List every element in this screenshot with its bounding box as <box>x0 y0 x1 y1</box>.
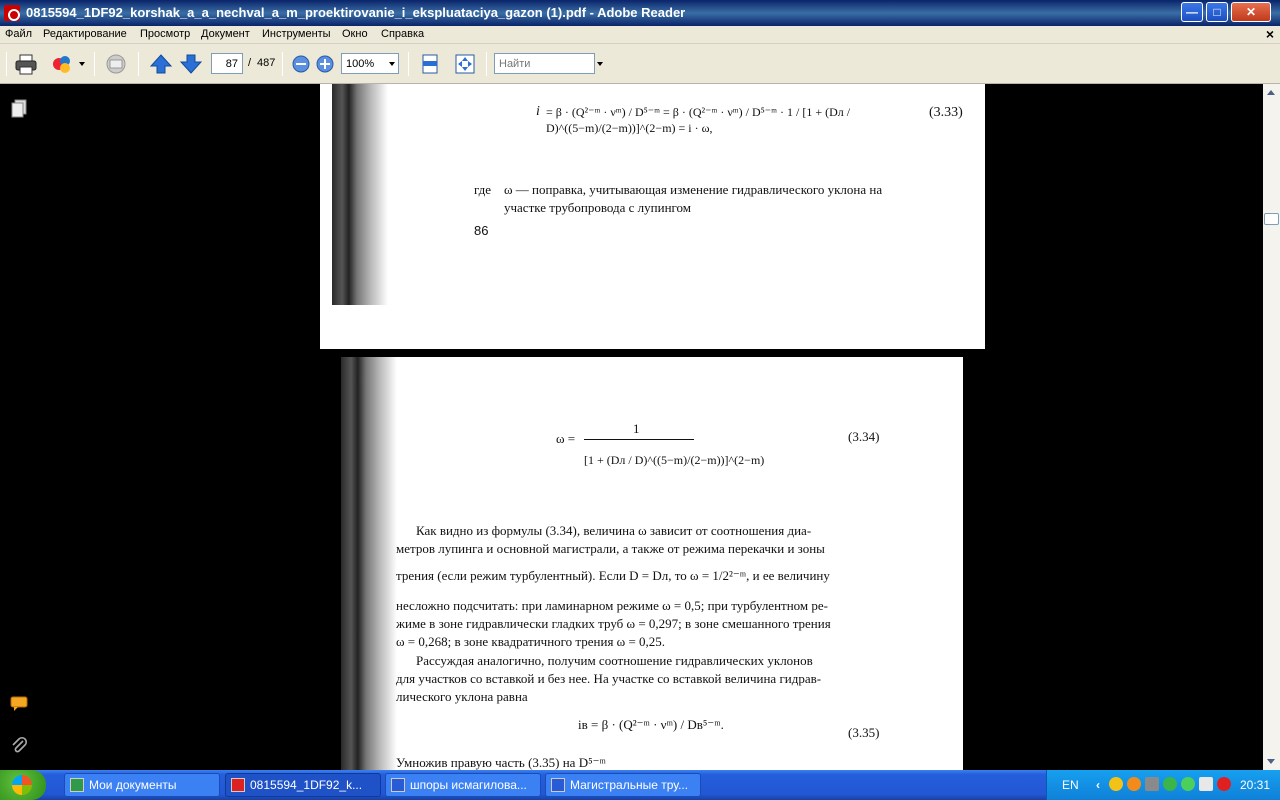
formula-3-34-denominator: [1 + (Dл / D)^((5−m)/(2−m))]^(2−m) <box>584 453 765 467</box>
menu-window[interactable]: Окно <box>342 28 368 40</box>
toolbar-separator <box>94 52 95 76</box>
menu-bar <box>0 26 1280 44</box>
arrow-up-icon[interactable] <box>149 53 173 75</box>
antivirus-icon[interactable] <box>1127 777 1141 791</box>
page-number: 86 <box>474 223 489 238</box>
scan-shadow <box>341 357 397 770</box>
zoom-out-icon[interactable] <box>289 53 313 75</box>
arrow-down-icon[interactable] <box>179 53 203 75</box>
attachments-icon[interactable] <box>9 736 29 756</box>
page-separator: / <box>248 57 252 69</box>
taskbar <box>0 770 1280 800</box>
fit-page-icon[interactable] <box>453 53 477 75</box>
comments-icon[interactable] <box>9 694 29 714</box>
formula-3-33: = β · (Q²⁻ᵐ · νᵐ) / D⁵⁻ᵐ = β · (Q²⁻ᵐ · νᵐ) / D⁵⁻ᵐ · 1 / [1 + (Dл / D)^((5−m)/(2−m))]^(2−m) = i · ω, <box>546 105 851 135</box>
menu-tools[interactable]: Инструменты <box>262 28 331 40</box>
print-icon[interactable] <box>14 53 38 75</box>
menu-file[interactable]: Файл <box>5 28 33 40</box>
toolbar <box>0 44 1280 84</box>
scan-shadow <box>332 84 388 305</box>
formula-lhs: i <box>536 104 540 119</box>
paragraph-line: лического уклона равна <box>396 689 528 704</box>
chevron-down-icon[interactable] <box>597 62 603 66</box>
task-word-doc-2[interactable] <box>545 773 701 797</box>
paragraph-line: для участков со вставкой и без нее. На участке со вставкой величина гидрав- <box>396 671 822 686</box>
clock: 20:31 <box>1240 778 1271 792</box>
scrollbar-thumb[interactable] <box>1264 213 1279 225</box>
shield-icon[interactable] <box>1109 777 1123 791</box>
toolbar-separator <box>486 52 487 76</box>
vertical-scrollbar[interactable] <box>1263 84 1280 770</box>
window-title: 0815594_1DF92_korshak_a_a_nechval_a_m_proektirovanie_i_ekspluataciya_gazon (1).pdf - Adobe Reader <box>26 5 686 20</box>
paragraph-line: Как видно из формулы (3.34), величина ω зависит от соотношения диа- <box>416 523 812 538</box>
tray-expand-icon[interactable]: ‹ <box>1096 778 1100 792</box>
start-button[interactable] <box>0 770 46 800</box>
adobe-reader-icon <box>4 5 20 21</box>
pdf-page-86 <box>320 84 985 349</box>
menu-edit[interactable]: Редактирование <box>43 28 127 40</box>
paragraph-line: ω = 0,268; в зоне квадратичного трения ω = 0,25. <box>396 634 666 649</box>
task-label: шпоры исмагилова... <box>410 778 527 792</box>
formula-3-35: iв = β · (Q²⁻ᵐ · νᵐ) / Dв⁵⁻ᵐ. <box>578 717 724 732</box>
task-word-doc-1[interactable] <box>385 773 541 797</box>
windows-logo-icon <box>12 775 32 795</box>
print-options-icon[interactable] <box>50 53 74 75</box>
pdf-icon <box>231 778 245 792</box>
formula-number: (3.34) <box>848 429 880 444</box>
email-icon <box>104 53 128 75</box>
paragraph-line: трения (если режим турбулентный). Если D = Dл, то ω = 1/2²⁻ᵐ, и ее величину <box>396 568 830 583</box>
minimize-button[interactable]: — <box>1181 2 1203 22</box>
toolbar-separator <box>138 52 139 76</box>
chevron-down-icon[interactable] <box>79 62 85 66</box>
fit-width-icon[interactable] <box>418 53 442 75</box>
document-view[interactable] <box>40 84 1263 770</box>
phone-icon[interactable] <box>1181 777 1195 791</box>
document-icon[interactable] <box>1199 777 1213 791</box>
task-adobe-reader[interactable] <box>225 773 381 797</box>
paragraph-line: метров лупинга и основной магистрали, а также от режима перекачки и зоны <box>396 541 825 556</box>
explanation-line-2: участке трубопровода с лупингом <box>504 200 692 215</box>
task-label: Магистральные тру... <box>570 778 689 792</box>
paragraph-line: несложно подсчитать: при ламинарном режиме ω = 0,5; при турбулентном ре- <box>396 598 828 613</box>
alert-icon[interactable] <box>1217 777 1231 791</box>
pages-icon[interactable] <box>9 98 29 118</box>
gde-label: где <box>474 182 492 197</box>
torrent-icon[interactable] <box>1163 777 1177 791</box>
formula-number: (3.33) <box>929 105 963 120</box>
menu-help[interactable]: Справка <box>381 28 425 40</box>
formula-3-34-lhs: ω = <box>556 431 576 446</box>
task-label: Мои документы <box>89 778 177 792</box>
scroll-up-arrow[interactable] <box>1267 90 1275 95</box>
language-indicator[interactable]: EN <box>1062 778 1079 792</box>
search-input[interactable] <box>494 53 595 74</box>
menu-view[interactable]: Просмотр <box>140 28 191 40</box>
explanation-line-1: ω — поправка, учитывающая изменение гидравлического уклона на <box>504 182 883 197</box>
navigation-panel <box>0 84 40 770</box>
window-titlebar[interactable] <box>0 0 1280 26</box>
formula-number: (3.35) <box>848 725 880 740</box>
word-icon <box>551 778 565 792</box>
network-icon[interactable] <box>1145 777 1159 791</box>
page-total: 487 <box>257 57 276 69</box>
task-label: 0815594_1DF92_k... <box>250 778 363 792</box>
system-tray <box>1046 770 1280 800</box>
task-my-documents[interactable] <box>64 773 220 797</box>
toolbar-separator <box>282 52 283 76</box>
page-number-input[interactable] <box>211 53 243 74</box>
toolbar-grip <box>6 52 7 76</box>
formula-3-34-numerator: 1 <box>633 421 640 436</box>
paragraph-line: жиме в зоне гидравлически гладких труб ω = 0,297; в зоне смешанного трения <box>396 616 831 631</box>
paragraph-line: Рассуждая аналогично, получим соотношение гидравлических уклонов <box>416 653 813 668</box>
toolbar-separator <box>408 52 409 76</box>
chevron-down-icon[interactable] <box>389 62 395 66</box>
word-icon <box>391 778 405 792</box>
maximize-button[interactable]: □ <box>1206 2 1228 22</box>
folder-icon <box>70 778 84 792</box>
close-button[interactable]: ✕ <box>1231 2 1271 22</box>
menu-document[interactable]: Документ <box>201 28 250 40</box>
document-close-button[interactable]: × <box>1265 26 1274 42</box>
paragraph-line: Умножив правую часть (3.35) на D⁵⁻ᵐ <box>396 755 606 770</box>
zoom-in-icon[interactable] <box>313 53 337 75</box>
pdf-page-87 <box>341 357 963 770</box>
scroll-down-arrow[interactable] <box>1267 759 1275 764</box>
fraction-line <box>584 439 694 440</box>
